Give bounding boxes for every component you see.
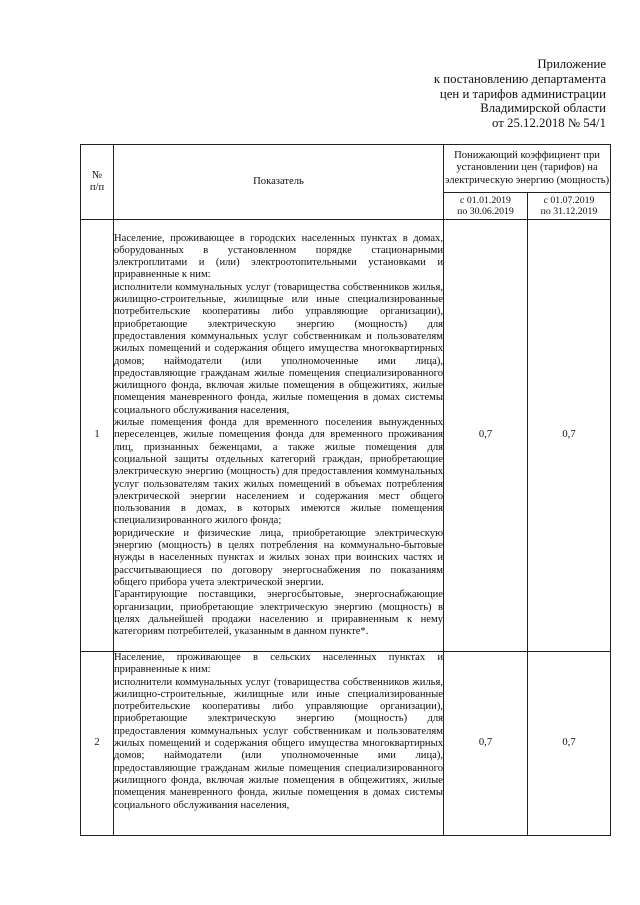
header-number: № п/п <box>81 145 114 220</box>
row-value-period-2: 0,7 <box>528 220 611 652</box>
header-indicator: Показатель <box>114 145 444 220</box>
header-line-appendix: Приложение <box>537 57 606 71</box>
coefficients-table <box>80 144 611 836</box>
row-indicator-text: Население, проживающее в городских населенных пунктах в домах, оборудованных в установленном порядке стационарными электроплитами и (или) электроотопительными установками и приравненные к ним: исполнители коммунальных услуг (товарищества собственников жилья, жилищно-строительные, жилищные или иные специализированные потребительские кооперативы либо управляющие организации), приобретающие электрическую энергию (мощность) для предоставления коммунальных услуг собственникам и пользователям жилых помещений и содержания общего имущества многоквартирных домов; наймодатели (или уполномоченные ими лица), предоставляющие гражданам жилые помещения специализированного жилищного фонда, включая жилые помещения в общежитиях, жилые помещения маневренного фонда, жилые помещения в домах системы социального обслуживания населения, жилые помещения фонда для временного поселения вынужденных переселенцев, жилые помещения фонда для временного проживания лиц, признанных беженцами, а также жилые помещения для социальной защиты отдельных категорий граждан, приобретающие электрическую энергию (мощность) для предоставления коммунальных услуг пользователям таких жилых помещений в объемах потребления электрической энергии населением и содержания мест общего пользования в домах, в которых имеются жилые помещения специализированного жилого фонда; юридические и физические лица, приобретающие электрическую энергию (мощность) в целях потребления на коммунально-бытовые нужды в населенных пунктах и жилых зонах при воинских частях и рассчитывающиеся по договору энергоснабжения по показаниям общего прибора учета электрической энергии. Гарантирующие поставщики, энергосбытовые, энергоснабжающие организации, приобретающие электрическую энергию (мощность) в целях дальнейшей продажи населению и приравненным к нему категориям потребителей, указанным в данном пункте*. <box>114 220 444 652</box>
table-header-row <box>81 145 611 193</box>
table-row <box>81 220 611 652</box>
header-line-department: цен и тарифов администрации <box>439 86 606 101</box>
row-value-period-1: 0,7 <box>444 220 528 652</box>
header-line-resolution: к постановлению департамента <box>433 71 606 86</box>
header-period-2: с 01.07.2019 по 31.12.2019 <box>528 193 611 220</box>
row-number: 2 <box>81 652 114 836</box>
header-period-1: с 01.01.2019 по 30.06.2019 <box>444 193 528 220</box>
row-number: 1 <box>81 220 114 652</box>
row-value-period-1: 0,7 <box>444 652 528 836</box>
appendix-header <box>386 57 606 131</box>
header-line-region: Владимирской области <box>480 101 606 116</box>
row-indicator-text: Население, проживающее в сельских населенных пунктах и приравненные к ним: исполнители коммунальных услуг (товарищества собственников жилья, жилищно-строительные, жилищные или иные специализированные потребительские кооперативы либо управляющие организации), приобретающие электрическую энергию (мощность) для предоставления коммунальных услуг собственникам и пользователям жилых помещений и содержания общего имущества многоквартирных домов; наймодатели (или уполномоченные ими лица), предоставляющие гражданам жилые помещения специализированного жилищного фонда, включая жилые помещения в общежитиях, жилые помещения маневренного фонда, жилые помещения в домах системы социального обслуживания населения, <box>114 652 444 836</box>
table-row <box>81 652 611 836</box>
header-coefficient: Понижающий коэффициент при установлении цен (тарифов) на электрическую энергию (мощность) <box>444 145 611 193</box>
header-line-date-number: от 25.12.2018 № 54/1 <box>492 116 606 131</box>
row-value-period-2: 0,7 <box>528 652 611 836</box>
